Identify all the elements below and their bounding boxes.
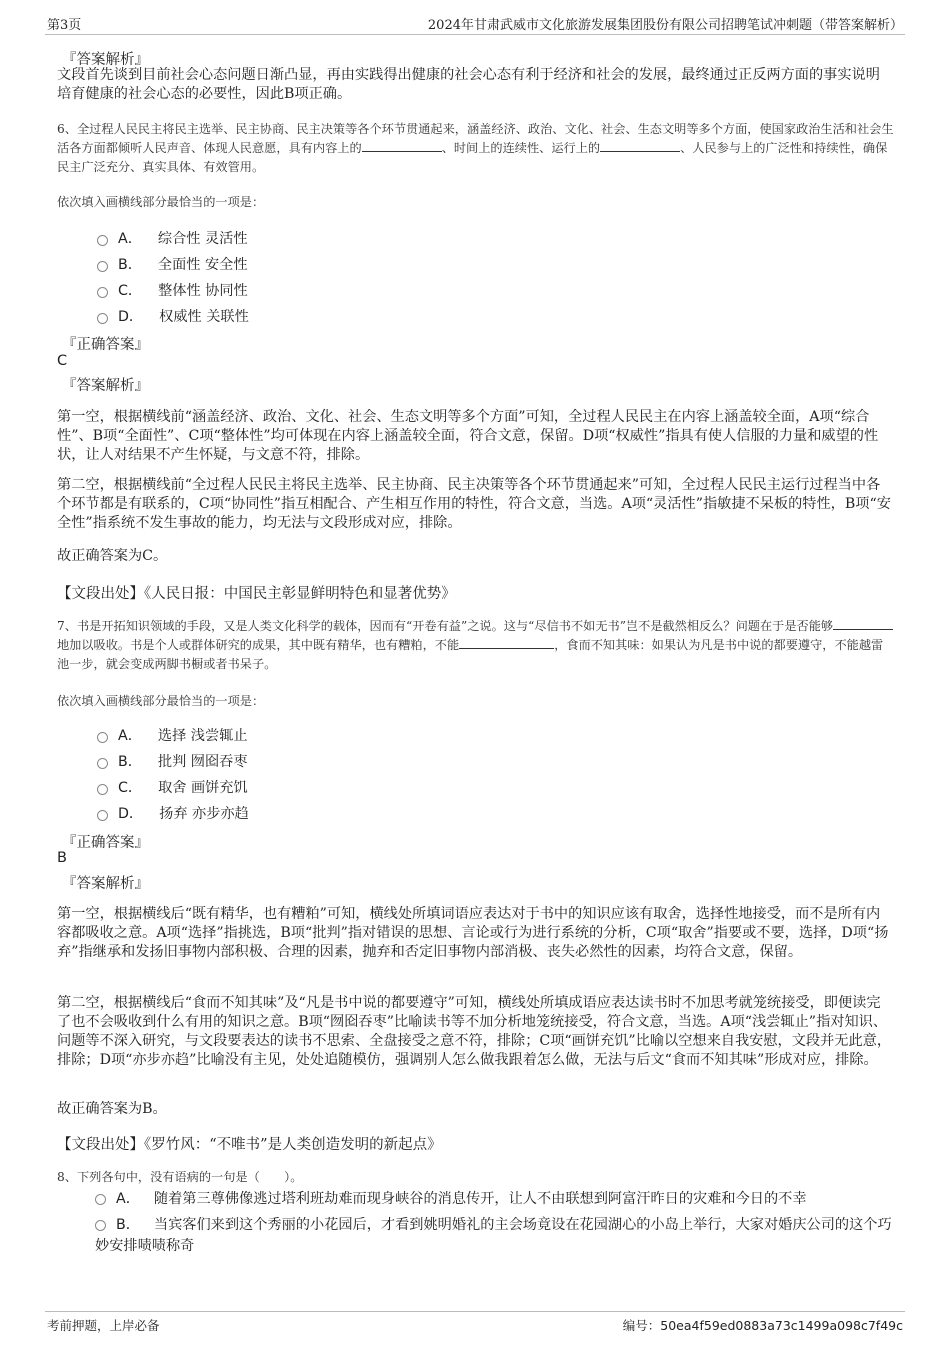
option-a[interactable]: A． 随着第三尊佛像逃过塔利班劫难而现身峡谷的消息传开，让人不由联想到阿富汗昨日的灾难和今日的不幸	[95, 1189, 895, 1210]
analysis-text: 文段首先谈到目前社会心态问题日渐凸显，再由实践得出健康的社会心态有利于经济和社会的发展，最终通过正反两方面的事实说明培育健康的社会心态的必要性，因此B项正确。	[57, 67, 880, 102]
page-header	[45, 12, 905, 35]
radio-icon[interactable]	[97, 313, 108, 324]
blank-line	[833, 617, 893, 630]
option-b[interactable]: B． 当宾客们来到这个秀丽的小花园后，才看到姚明婚礼的主会场竟设在花园湖心的小岛上举行，大家对婚庆公司的这个巧妙安排啧啧称奇	[95, 1217, 892, 1254]
correct-answer-tag: 『正确答案』	[62, 337, 149, 353]
option-c[interactable]: C． 取舍 画饼充饥	[97, 777, 248, 797]
analysis-conclusion: 故正确答案为C。	[57, 548, 168, 564]
question-number: 6、	[57, 122, 77, 136]
analysis-paragraph: 第二空，根据横线后“食而不知其味”及“凡是书中说的都要遵守”可知，横线处所填成语应表达读书时不加思考就笼统接受，即便读完了也不会吸收到什么有用的知识之意。B项“囫囵吞枣”比喻读书等不加分析地笼统接受，符合文意，当选。A项“浅尝辄止”指对知识、问题等不深入研究，与文段要表达的读书不思索、全盘接受之意不符，排除；C项“画饼充饥”比喻以空想来自我安慰，文段并无此意，排除；D项“亦步亦趋”比喻没有主见，处处追随模仿，强调别人怎么做我跟着怎么做，无法与后文“食而不知其味”形成对应，排除。	[57, 995, 892, 1068]
analysis-tag: 『答案解析』	[62, 52, 149, 68]
correct-answer: C	[57, 353, 68, 369]
radio-icon[interactable]	[95, 1220, 106, 1231]
question-number: 8、	[57, 1170, 77, 1184]
source-citation: 【文段出处】《人民日报：中国民主彰显鲜明特色和显著优势》	[57, 586, 456, 602]
radio-icon[interactable]	[97, 784, 108, 795]
footer-slogan: 考前押题，上岸必备	[47, 1318, 160, 1333]
question-6-stem: 6、全过程人民民主将民主选举、民主协商、民主决策等各个环节贯通起来，涵盖经济、政治、文化、社会、生态文明等多个方面，使国家政治生活和社会生活各方面都倾听人民声音、体现人民意愿，具有内容上的 、时间上的连续性、运行上的 、人民参与上的广泛性和持续性，确保民主广泛充分、真实具体、有效管用。	[57, 122, 894, 174]
document-code: 编号：50ea4f59ed0883a73c1499a098c7f49c	[622, 1318, 903, 1333]
question-8-stem: 8、下列各句中，没有语病的一句是（ ）。	[57, 1170, 303, 1184]
radio-icon[interactable]	[97, 287, 108, 298]
option-a[interactable]: A． 综合性 灵活性	[97, 228, 248, 248]
radio-icon[interactable]	[97, 732, 108, 743]
question-number: 7、	[57, 619, 77, 633]
option-c[interactable]: C． 整体性 协同性	[97, 280, 248, 300]
correct-answer-tag: 『正确答案』	[62, 835, 149, 851]
analysis-conclusion: 故正确答案为B。	[57, 1101, 167, 1117]
blank-line	[459, 636, 554, 649]
option-d[interactable]: D． 权威性 关联性	[97, 306, 249, 326]
radio-icon[interactable]	[97, 261, 108, 272]
question-7-ask: 依次填入画横线部分最恰当的一项是：	[57, 694, 265, 708]
blank-line	[600, 139, 680, 152]
option-b[interactable]: B． 全面性 安全性	[97, 254, 248, 274]
radio-icon[interactable]	[97, 235, 108, 246]
radio-icon[interactable]	[97, 810, 108, 821]
radio-icon[interactable]	[97, 758, 108, 769]
source-citation: 【文段出处】《罗竹风：“不唯书”是人类创造发明的新起点》	[57, 1137, 442, 1153]
analysis-paragraph: 第一空，根据横线后“既有精华，也有糟粕”可知，横线处所填词语应表达对于书中的知识应该有取舍，选择性地接受，而不是所有内容都吸收之意。A项“选择”指挑选，B项“批判”指对错误的思想、言论或行为进行系统的分析，C项“取舍”指要或不要，选择，D项“扬弃”指继承和发扬旧事物内部积极、合理的因素，抛弃和否定旧事物内部消极、丧失必然性的因素，均符合文意，保留。	[57, 906, 889, 960]
question-7-stem: 7、书是开拓知识领域的手段，又是人类文化科学的载体，因而有“开卷有益”之说。这与“尽信书不如无书”岂不是截然相反么？问题在于是否能够地加以吸收。书是个人或群体研究的成果，其中既有精华，也有糟粕，不能 ，食而不知其味：如果认为凡是书中说的都要遵守，不能越雷池一步，就会变成两脚书橱或者书呆子。	[57, 617, 895, 674]
page-footer	[45, 1311, 905, 1336]
document-title: 2024年甘肃武威市文化旅游发展集团股份有限公司招聘笔试冲刺题（带答案解析）	[427, 18, 903, 33]
radio-icon[interactable]	[95, 1194, 106, 1205]
blank-line	[362, 139, 442, 152]
analysis-paragraph: 第二空，根据横线前“全过程人民民主将民主选举、民主协商、民主决策等各个环节贯通起来”可知，全过程人民民主运行过程当中各个环节都是有联系的，C项“协同性”指互相配合、产生相互作用的特性，符合文意，当选。A项“灵活性”指敏捷不呆板的特性，B项“安全性”指系统不发生事故的能力，均无法与文段形成对应，排除。	[57, 477, 891, 531]
option-b[interactable]: B． 批判 囫囵吞枣	[97, 751, 248, 771]
option-d[interactable]: D． 扬弃 亦步亦趋	[97, 803, 249, 823]
question-6-ask: 依次填入画横线部分最恰当的一项是：	[57, 195, 265, 209]
analysis-tag: 『答案解析』	[62, 876, 149, 892]
correct-answer: B	[57, 850, 67, 866]
analysis-paragraph: 第一空，根据横线前“涵盖经济、政治、文化、社会、生态文明等多个方面”可知，全过程人民民主在内容上涵盖较全面，A项“综合性”、B项“全面性”、C项“整体性”均可体现在内容上涵盖较全面，符合文意，保留。D项“权威性”指具有使人信服的力量和威望的性状，让人对结果不产生怀疑，与文意不符，排除。	[57, 409, 879, 463]
page-number: 第3页	[47, 18, 82, 33]
analysis-tag: 『答案解析』	[62, 378, 149, 394]
option-a[interactable]: A． 选择 浅尝辄止	[97, 725, 248, 745]
